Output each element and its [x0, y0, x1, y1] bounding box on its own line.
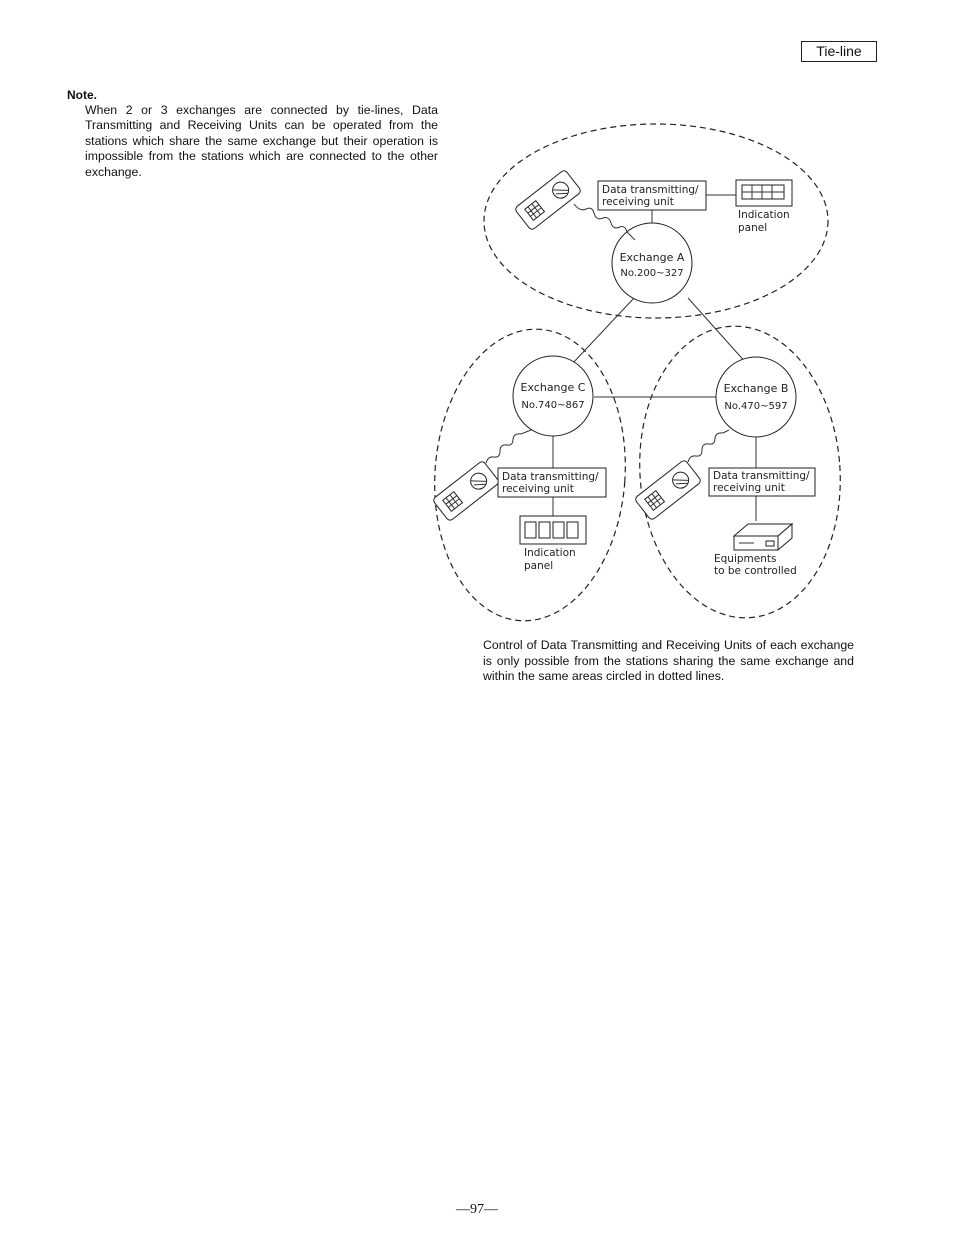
indication-panel-a-icon [736, 180, 792, 206]
unit-a-label-line2: receiving unit [602, 196, 674, 208]
note-body: When 2 or 3 exchanges are connected by tie-lines, Data Transmitting and Receiving Units can be operated from the stations which share the same exchange but their operation is impossible from the stations which are connected to the other exchange. [85, 103, 438, 179]
exchange-b-label: Exchange B [723, 382, 789, 395]
note-title: Note. [67, 88, 97, 102]
exchange-c-circle [513, 356, 593, 436]
equipment-b-icon [734, 524, 792, 550]
page-number: —97— [456, 1202, 498, 1217]
telephone-a-icon [514, 169, 582, 230]
panel-c-label-line1: Indication [524, 547, 576, 559]
telephone-c-icon [432, 460, 500, 521]
unit-a-label-line1: Data transmitting/ [602, 184, 699, 196]
cord-c-icon [486, 430, 531, 463]
telephone-b-icon [634, 459, 702, 520]
cord-b-icon [688, 430, 729, 462]
exchange-a-number: No.200~327 [620, 268, 684, 279]
panel-c-label-line2: panel [524, 560, 554, 572]
unit-b-label-line1: Data transmitting/ [713, 470, 810, 482]
panel-a-label-line1: Indication [738, 209, 790, 221]
exchange-a-label: Exchange A [619, 251, 685, 264]
exchange-b-number: No.470~597 [724, 401, 788, 412]
unit-c-label-line2: receiving unit [502, 483, 574, 495]
tie-line-diagram [430, 118, 850, 628]
exchange-c-label: Exchange C [520, 381, 586, 394]
exchange-c-number: No.740~867 [521, 400, 585, 411]
panel-a-label-line2: panel [738, 222, 768, 234]
unit-c-label-line1: Data transmitting/ [502, 471, 599, 483]
section-tag: Tie-line [801, 41, 877, 62]
equipment-b-label-line2: to be controlled [714, 565, 797, 577]
exchange-b-circle [716, 357, 796, 437]
diagram-caption: Control of Data Transmitting and Receiving Units of each exchange is only possible from the stations sharing the same exchange and within the same areas circled in dotted lines. [483, 638, 854, 684]
tie-line-a-b [688, 298, 747, 364]
unit-b-label-line2: receiving unit [713, 482, 785, 494]
equipment-b-label-line1: Equipments [714, 553, 777, 565]
indication-panel-c-icon [520, 516, 586, 544]
